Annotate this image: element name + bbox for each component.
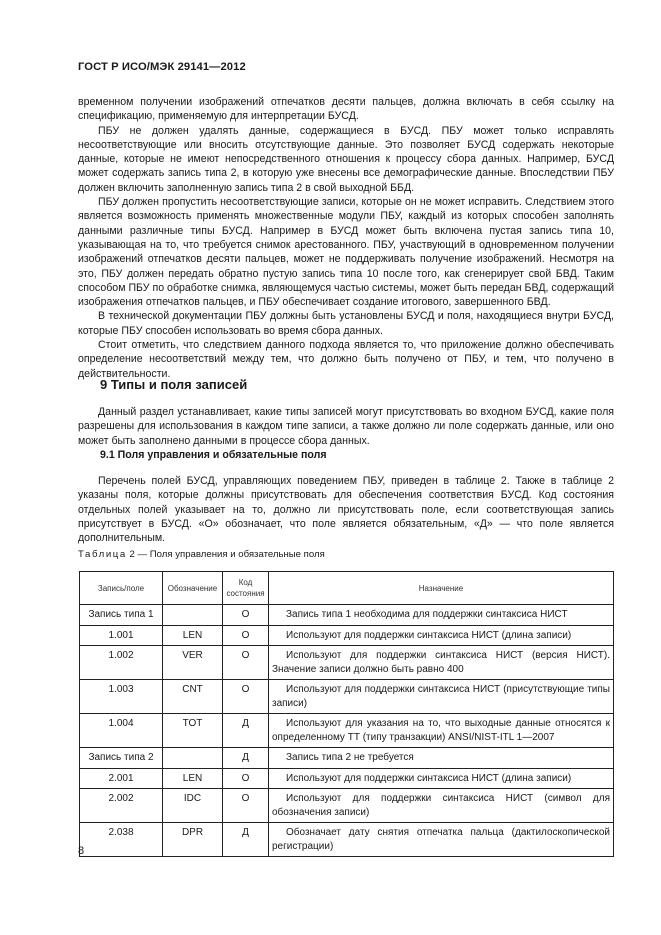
table-row [80,646,614,680]
column-header: Обозначение [163,572,223,605]
status-code-cell: Д [223,748,269,769]
record-field-cell: 1.002 [80,646,163,680]
designation-cell: CNT [163,680,223,714]
paragraph: Стоит отметить, что следствием данного подхода является то, что приложение должно обеспечивать определение несоответствий между тем, что должно быть получено от ПБУ, и тем, что получено в действительности. [78,339,614,380]
paragraph: В технической документации ПБУ должны быть установлены БУСД и поля, находящиеся внутри БУСД, которые ПБУ способен использовать во время сбора данных. [78,310,614,337]
status-code-cell: О [223,605,269,626]
purpose-cell: Используют для поддержки синтаксиса НИСТ (символ для обозначения записи) [269,789,614,823]
designation-cell: DPR [163,823,223,857]
status-code-cell: О [223,789,269,823]
table-header-row [80,572,614,605]
paragraph: ПБУ не должен удалять данные, содержащиеся в БУСД. ПБУ может только исправлять несоответствующие или вносить отсутствующие данные. Это позволяет БУСД содержать некоторые данные, которые не имеют непосредственного отношения к процессу сбора данных. Например, БУСД может содержать запись типа 2, в которую уже внесены все демографические данные. Впоследствии ПБУ должен включить заполненную запись типа 2 в свой выходной ББД. [78,124,614,194]
caption-text: 2 — Поля управления и обязательные поля [126,549,325,560]
purpose-cell: Используют для поддержки синтаксиса НИСТ (длина записи) [269,768,614,789]
table-row [80,625,614,646]
record-field-cell: 2.002 [80,789,163,823]
designation-cell: LEN [163,768,223,789]
designation-cell: IDC [163,789,223,823]
table-caption [78,549,325,560]
purpose-cell: Используют для указания на то, что выходные данные относятся к определенному ТТ (типу транзакции) ANSI/NIST-ITL 1—2007 [269,714,614,748]
designation-cell [163,748,223,769]
page-number: 8 [78,845,85,857]
status-code-cell: Д [223,823,269,857]
table-row [80,789,614,823]
column-header: Код состояния [223,572,269,605]
record-field-cell: 1.003 [80,680,163,714]
record-field-cell: 1.001 [80,625,163,646]
section-9-1-heading: 9.1 Поля управления и обязательные поля [100,449,327,461]
designation-cell: LEN [163,625,223,646]
status-code-cell: О [223,625,269,646]
purpose-cell: Запись типа 1 необходима для поддержки синтаксиса НИСТ [269,605,614,626]
fields-table [79,571,614,857]
table-row [80,823,614,857]
paragraph: временном получении изображений отпечатков десяти пальцев, должна включать в себя ссылку на спецификацию, применяемую для интерпретации БУСД. [78,96,614,123]
designation-cell: TOT [163,714,223,748]
record-field-cell: 2.001 [80,768,163,789]
document-header: ГОСТ Р ИСО/МЭК 29141—2012 [78,61,246,73]
designation-cell: VER [163,646,223,680]
status-code-cell: О [223,680,269,714]
section-9-text [78,405,614,448]
record-field-cell: 2.038 [80,823,163,857]
section-9-heading: 9 Типы и поля записей [100,377,248,392]
intro-text [78,95,614,381]
paragraph: Данный раздел устанавливает, какие типы записей могут присутствовать во входном БУСД, какие поля разрешены для использования в каждом типе записи, а также должно ли поле содержать данные, или оно может быть заполнено данными в процессе сбора данных. [78,406,614,447]
record-field-cell: 1.004 [80,714,163,748]
section-9-1-text [78,474,614,545]
table-row [80,605,614,626]
status-code-cell: Д [223,714,269,748]
paragraph: Перечень полей БУСД, управляющих поведением ПБУ, приведен в таблице 2. Также в таблице 2 указаны поля, которые должны присутствовать для обеспечения соответствия БУСД. Код состояния отдельных полей указывает на то, должно ли присутствовать поле, если соответствующая запись присутствует в БУСД. «О» обозначает, что поле является обязательным, «Д» — что поле является дополнительным. [78,475,614,545]
designation-cell [163,605,223,626]
paragraph: ПБУ должен пропустить несоответствующие записи, которые он не может исправить. Следствием этого является возможность применять множественные модули ПБУ, каждый из которых способен заполнять данными различные типы БУСД. Например в БУСД может быть включена пустая запись типа 10, указывающая на то, что требуется снимок арестованного. ПБУ, участвующий в одновременном получении изображений отпечатков десяти пальцев, может не поддерживать получение изображений. Несмотря на это, ПБУ должен передать обратно пустую запись типа 10 после того, как сгенерирует свой БВД. Таким способом ПБУ по обработке снимка, являющемуся частью системы, может быть передан БВД, содержащий изображения отпечатков пальцев, и ПБУ обеспечивает создание итогового, завершенного БВД. [78,196,614,309]
purpose-cell: Используют для поддержки синтаксиса НИСТ (присутствующие типы записи) [269,680,614,714]
purpose-cell: Запись типа 2 не требуется [269,748,614,769]
status-code-cell: О [223,646,269,680]
status-code-cell: О [223,768,269,789]
table-row [80,768,614,789]
table-row [80,748,614,769]
caption-label: Таблица [78,549,127,560]
table-row [80,680,614,714]
column-header: Назначение [269,572,614,605]
purpose-cell: Используют для поддержки синтаксиса НИСТ (версия НИСТ). Значение записи должно быть равно 400 [269,646,614,680]
table-row [80,714,614,748]
purpose-cell: Обозначает дату снятия отпечатка пальца (дактилоскопической регистрации) [269,823,614,857]
purpose-cell: Используют для поддержки синтаксиса НИСТ (длина записи) [269,625,614,646]
record-field-cell: Запись типа 2 [80,748,163,769]
record-field-cell: Запись типа 1 [80,605,163,626]
column-header: Запись/поле [80,572,163,605]
